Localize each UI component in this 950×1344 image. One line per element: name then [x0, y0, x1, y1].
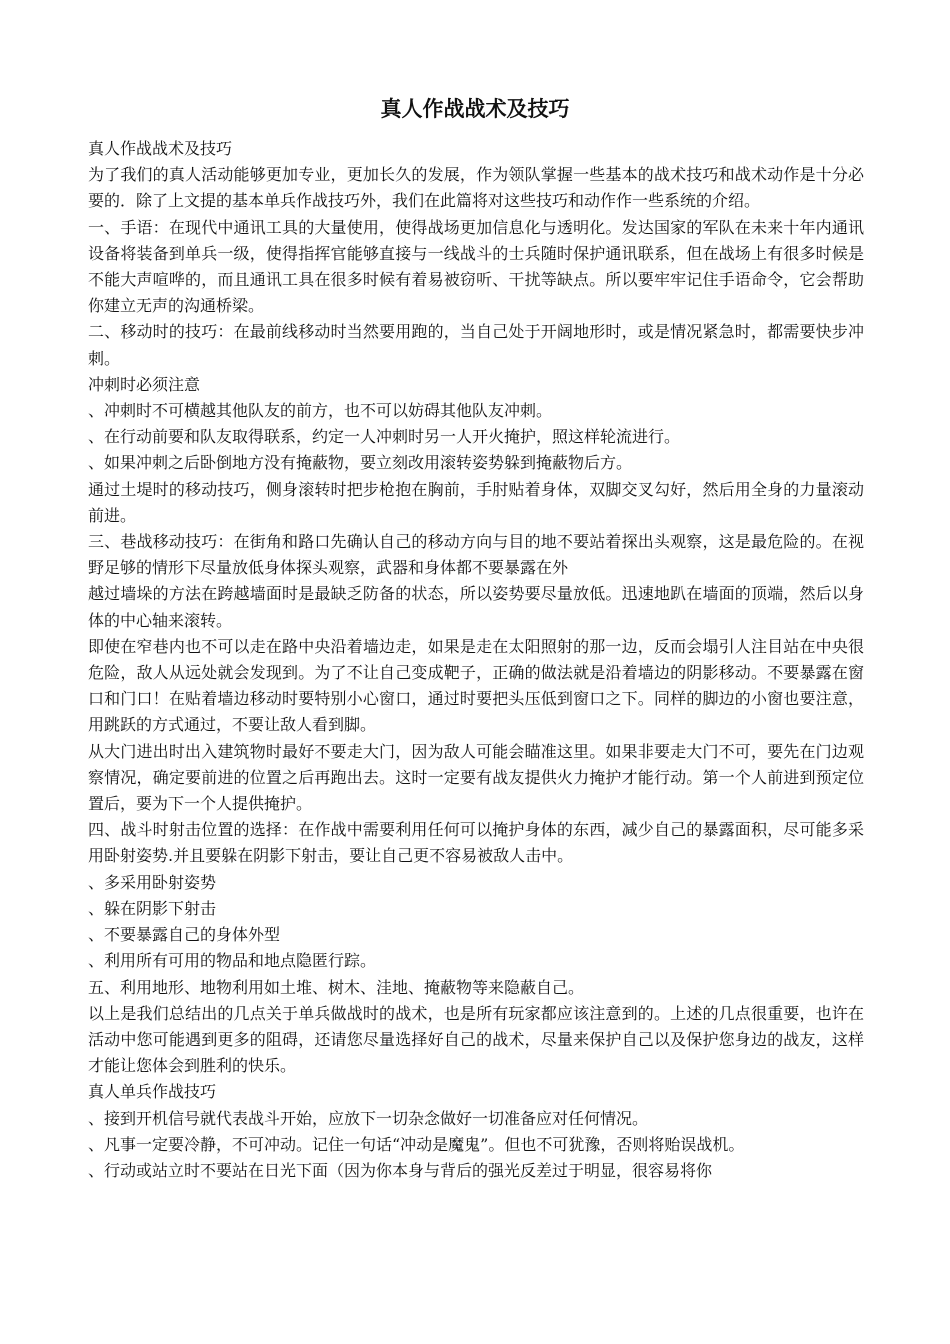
paragraph: 、在行动前要和队友取得联系，约定一人冲刺时另一人开火掩护，照这样轮流进行。 — [88, 427, 681, 447]
paragraph: 、利用所有可用的物品和地点隐匿行踪。 — [88, 951, 377, 971]
paragraph: 、冲刺时不可横越其他队友的前方，也不可以妨碍其他队友冲刺。 — [88, 401, 553, 421]
paragraph: 从大门进出时出入建筑物时最好不要走大门，因为敌人可能会瞄准这里。如果非要走大门不可，要先在门边观察情况，确定要前进的位置之后再跑出去。这时一定要有战友提供火力掩护才能行动。第一个人前进到预定位置后，要为下一个人提供掩护。 — [88, 741, 864, 814]
paragraph: 、凡事一定要冷静，不可冲动。记住一句话“冲动是魔鬼”。但也不可犹豫，否则将贻误战机。 — [88, 1134, 745, 1154]
paragraph: 五、利用地形、地物利用如土堆、树木、洼地、掩蔽物等来隐蔽自己。 — [88, 977, 585, 997]
page-title: 真人作战战术及技巧 — [380, 97, 570, 121]
paragraph: 通过土堤时的移动技巧，侧身滚转时把步枪抱在胸前，手肘贴着身体，双脚交叉勾好，然后用全身的力量滚动前进。 — [88, 479, 864, 525]
paragraph: 越过墙垛的方法在跨越墙面时是最缺乏防备的状态，所以姿势要尽量放低。迅速地趴在墙面的顶端，然后以身体的中心轴来滚转。 — [88, 584, 864, 630]
paragraph: 真人作战战术及技巧 — [88, 139, 233, 158]
paragraph: 为了我们的真人活动能够更加专业，更加长久的发展，作为领队掌握一些基本的战术技巧和战术动作是十分必要的．除了上文提的基本单兵作战技巧外，我们在此篇将对这些技巧和动作作一些系统的介绍。 — [88, 165, 864, 211]
paragraph: 、行动或站立时不要站在日光下面（因为你本身与背后的强光反差过于明显，很容易将你 — [88, 1160, 713, 1180]
paragraph: 、躲在阴影下射击 — [88, 898, 217, 918]
document-body — [88, 136, 864, 1184]
paragraph: 、不要暴露自己的身体外型 — [88, 925, 281, 945]
paragraph: 、如果冲刺之后卧倒地方没有掩蔽物，要立刻改用滚转姿势躲到掩蔽物后方。 — [88, 453, 633, 473]
paragraph: 冲刺时必须注意 — [88, 374, 201, 394]
paragraph: 二、移动时的技巧：在最前线移动时当然要用跑的，当自己处于开阔地形时，或是情况紧急时，都需要快步冲刺。 — [88, 322, 864, 368]
paragraph: 真人单兵作战技巧 — [88, 1082, 217, 1102]
paragraph: 以上是我们总结出的几点关于单兵做战时的战术，也是所有玩家都应该注意到的。上述的几点很重要，也许在活动中您可能遇到更多的阻碍，还请您尽量选择好自己的战术，尽量来保护自己以及保护您身边的战友，这样才能让您体会到胜利的快乐。 — [88, 1003, 864, 1076]
paragraph: 一、手语：在现代中通讯工具的大量使用，使得战场更加信息化与透明化。发达国家的军队在未来十年内通讯设备将装备到单兵一级，使得指挥官能够直接与一线战斗的士兵随时保护通讯联系，但在战场上有很多时候是不能大声喧哗的，而且通讯工具在很多时候有着易被窃听、干扰等缺点。所以要牢牢记住手语命令，它会帮助你建立无声的沟通桥梁。 — [88, 217, 864, 316]
paragraph: 、接到开机信号就代表战斗开始，应放下一切杂念做好一切准备应对任何情况。 — [88, 1108, 649, 1128]
paragraph: 即使在窄巷内也不可以走在路中央沿着墙边走，如果是走在太阳照射的那一边，反而会塌引人注目站在中央很危险，敌人从远处就会发现到。为了不让自己变成靶子，正确的做法就是沿着墙边的阴影移动。不要暴露在窗口和门口！在贴着墙边移动时要特别小心窗口，通过时要把头压低到窗口之下。同样的脚边的小窗也要注意，用跳跃的方式通过，不要让敌人看到脚。 — [88, 636, 864, 735]
paragraph: 、多采用卧射姿势 — [88, 872, 217, 892]
paragraph: 四、战斗时射击位置的选择：在作战中需要利用任何可以掩护身体的东西，减少自己的暴露面积，尽可能多采用卧射姿势.并且要躲在阴影下射击，要让自己更不容易被敌人击中。 — [88, 820, 864, 866]
paragraph: 三、巷战移动技巧：在街角和路口先确认自己的移动方向与目的地不要站着探出头观察，这是最危险的。在视野足够的情形下尽量放低身体探头观察，武器和身体都不要暴露在外 — [88, 532, 864, 578]
